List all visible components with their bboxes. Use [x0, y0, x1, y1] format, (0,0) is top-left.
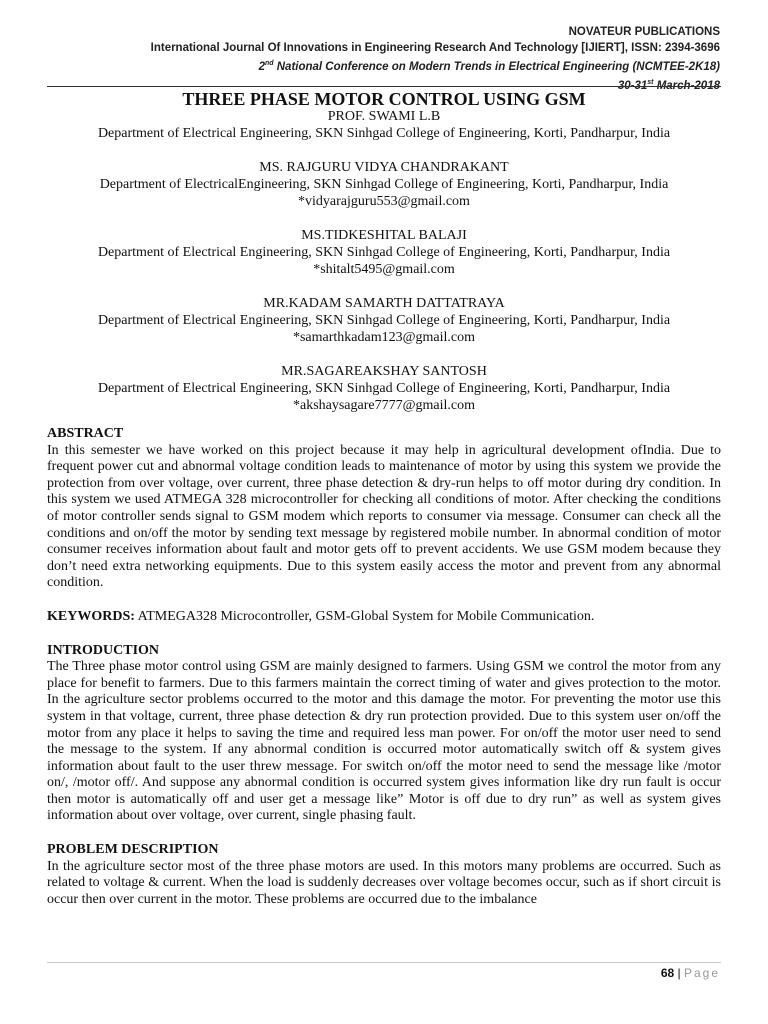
author-name: PROF. SWAMI L.B — [327, 109, 441, 124]
page-label: Page — [683, 966, 720, 980]
keywords-text: ATMEGA328 Microcontroller, GSM-Global System for Mobile Communication. — [134, 608, 595, 624]
date-suffix: st — [647, 78, 654, 86]
journal-name: International Journal Of Innovations in Engineering Research And Technology [IJIERT], ISSN: 2394-3696 — [150, 42, 720, 54]
author-block — [47, 363, 721, 414]
author-list — [47, 108, 721, 431]
paper-title: THREE PHASE MOTOR CONTROL USING GSM — [182, 89, 586, 109]
author-block — [47, 159, 721, 210]
page-number: 68 — [660, 966, 675, 980]
running-header — [151, 24, 720, 94]
author-email: *akshaysagare7777@gmail.com — [292, 398, 475, 413]
footer-separator: | — [674, 966, 684, 980]
author-email: *vidyarajguru553@gmail.com — [298, 194, 470, 209]
conference-ordinal-suffix: nd — [264, 60, 274, 67]
keywords-line — [47, 609, 721, 626]
author-name: MR.KADAM SAMARTH DATTATRAYA — [263, 296, 505, 311]
date-month-year: March-2018 — [653, 79, 720, 92]
author-affiliation: Department of Electrical Engineering, SKN Sinhgad College of Engineering, Korti, Pandharpur, India — [97, 381, 671, 396]
introduction-heading: INTRODUCTION — [47, 642, 160, 658]
keywords-label: KEYWORDS: — [47, 608, 135, 624]
problem-heading: PROBLEM DESCRIPTION — [47, 842, 219, 858]
paper-body — [47, 426, 721, 908]
abstract-text: In this semester we have worked on this project because it may help in agricultural development ofIndia. Due to frequent power cut and abnormal voltage condition leads to maintenance of motor by using this system we provide the protection from over voltage, over current, three phase detection & dry-run helps to off motor during dry condition. In this system we used ATMEGA 328 microcontroller for checking all conditions of motor. After checking the conditions of motor controller sends signal to GSM modem which reports to consumer via message. Consumer can check all the conditions and on/off the motor by sending text message by registered mobile number. In abnormal condition of motor consumer receives information about fault and motor gets off to prevent accidents. We use GSM modem because they don’t need extra networking equipments. Due to this system easily access the motor and prevent from any abnormal condition. — [47, 442, 721, 591]
author-block — [47, 227, 721, 278]
author-email: *samarthkadam123@gmail.com — [292, 330, 475, 345]
date-days: 30-31 — [617, 79, 648, 92]
author-block — [47, 108, 721, 142]
conference-name — [151, 56, 720, 75]
author-affiliation: Department of Electrical Engineering, SKN Sinhgad College of Engineering, Korti, Pandharpur, India — [97, 313, 671, 328]
author-block — [47, 295, 721, 346]
introduction-text: The Three phase motor control using GSM are mainly designed to farmers. Using GSM we control the motor from any place for benefit to farmers. Due to this farmers maintain the correct timing of water and gives protection to the motor. In the agriculture sector problems occurred to the motor and this damage the motor. For preventing the motor use this system in that voltage, current, three phase detection & dry run protection provided. Due to this system user on/off the motor from any place it helps to saving the time and required less man power. For on/off the motor user need to send the message to the system. If any abnormal condition is occurred motor automatically switch off & system gives information about fault to the user threw message. For switch on/off the motor need to send the message like /motor on/, /motor off/. And suppose any abnormal condition is occurred system gives information like dry run fault is occur then motor is automatically off and user get a message like” Motor is off due to dry run” as well as system gives information about over voltage, over current, single phasing fault. — [47, 659, 721, 824]
author-name: MS.TIDKESHITAL BALAJI — [301, 228, 467, 243]
author-affiliation: Department of ElectricalEngineering, SKN Sinhgad College of Engineering, Korti, Pandharpur, India — [99, 177, 669, 192]
page-footer — [661, 966, 720, 980]
author-affiliation: Department of Electrical Engineering, SKN Sinhgad College of Engineering, Korti, Pandharpur, India — [97, 245, 671, 260]
abstract-heading: ABSTRACT — [47, 426, 124, 441]
author-affiliation: Department of Electrical Engineering, SKN Sinhgad College of Engineering, Korti, Pandharpur, India — [97, 126, 671, 141]
footer-divider — [47, 962, 721, 963]
conference-ordinal: 2 — [258, 60, 265, 73]
conference-title: National Conference on Modern Trends in Electrical Engineering (NCMTEE-2K18) — [273, 60, 720, 73]
author-name: MR.SAGAREAKSHAY SANTOSH — [281, 364, 487, 379]
problem-text: In the agriculture sector most of the three phase motors are used. In this motors many problems are occurred. Such as related to voltage & current. When the load is suddenly decreases over voltage becomes occur, such as if short circuit is occur then over current in the motor. These problems are occurred due to the imbalance — [47, 858, 721, 907]
author-email: *shitalt5495@gmail.com — [313, 262, 455, 277]
author-name: MS. RAJGURU VIDYA CHANDRAKANT — [259, 160, 509, 175]
header-divider — [47, 86, 721, 87]
publisher-name: NOVATEUR PUBLICATIONS — [568, 26, 720, 38]
